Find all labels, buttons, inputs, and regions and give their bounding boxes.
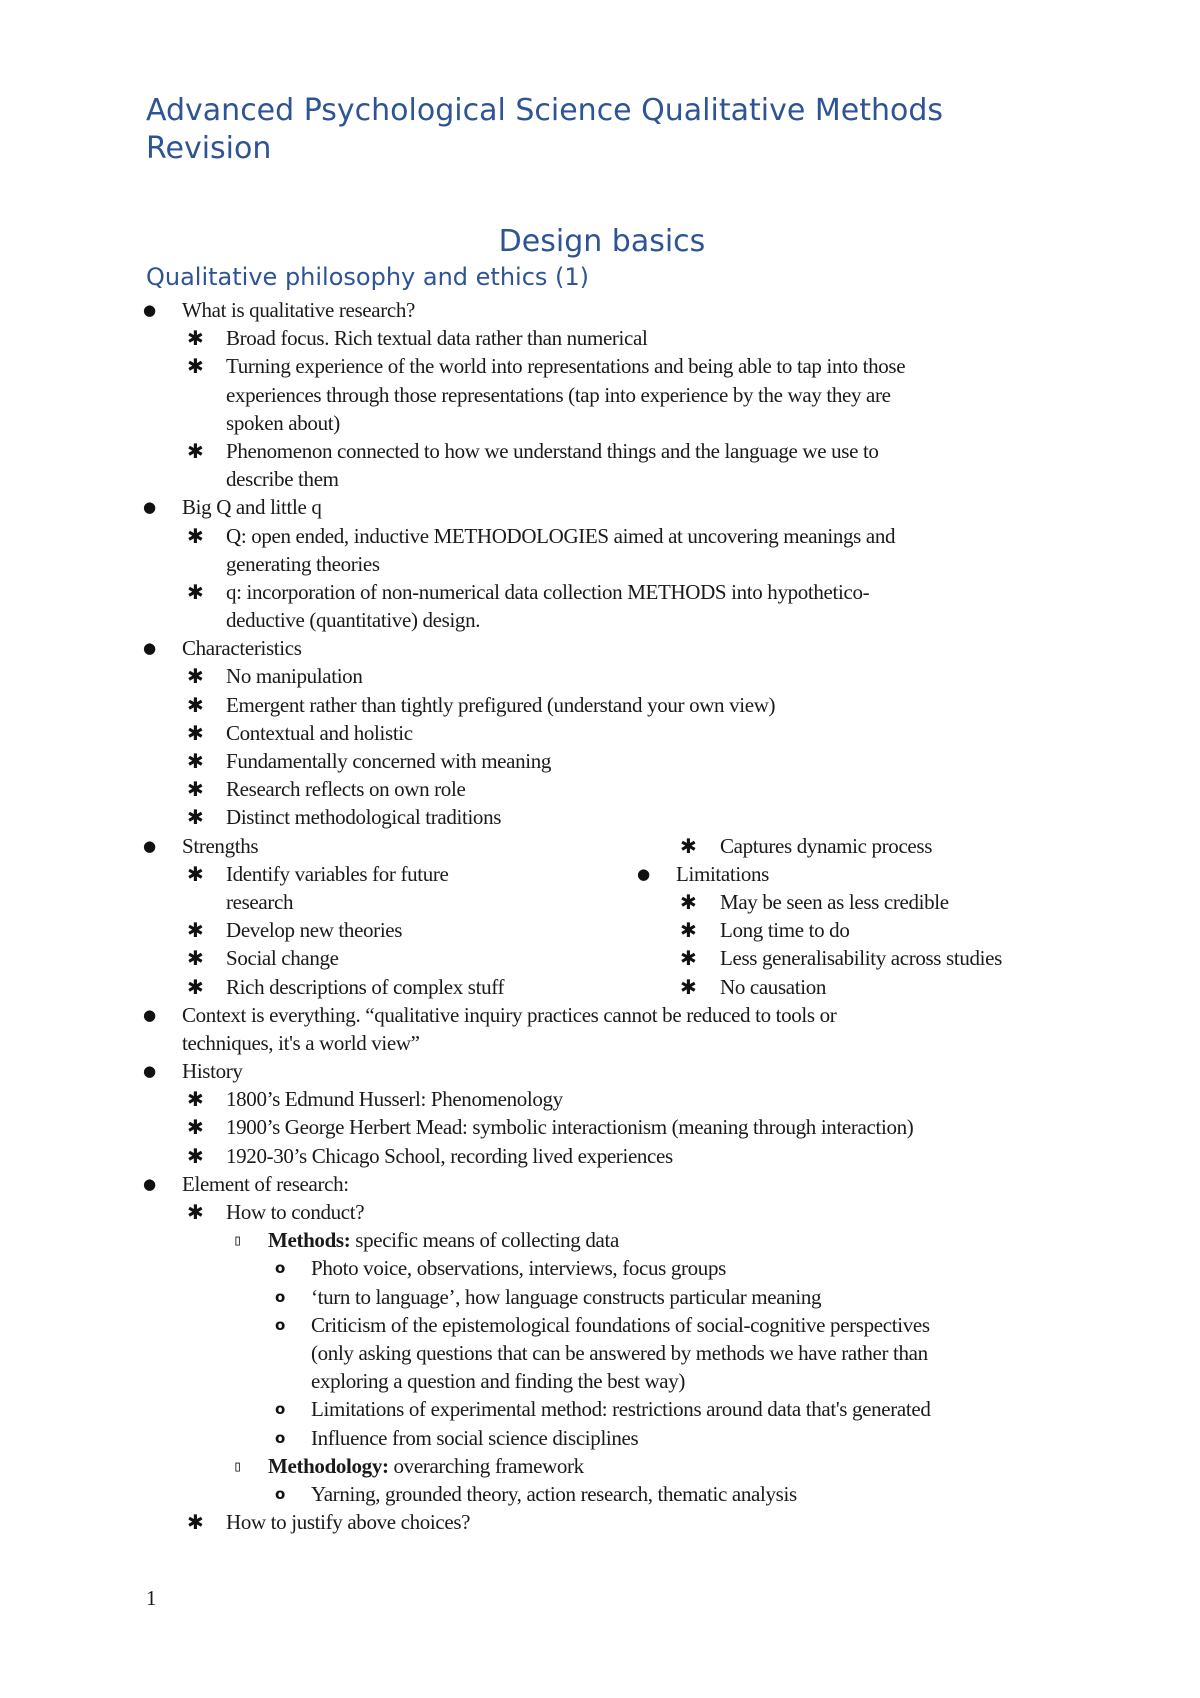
list-item-text: Rich descriptions of complex stuff [226, 974, 505, 999]
list-line [0, 409, 1200, 437]
list-item-text: 1800’s Edmund Husserl: Phenomenology [226, 1087, 563, 1112]
bullet-dot-icon: ● [143, 639, 157, 658]
list-item-text: Big Q and little q [182, 495, 322, 520]
list-line [0, 352, 1200, 380]
list-line [0, 1424, 1200, 1452]
list-item-text: May be seen as less credible [720, 889, 949, 914]
list-line [0, 1339, 1200, 1367]
list-item-text: 1900’s George Herbert Mead: symbolic interactionism (meaning through interaction) [226, 1115, 914, 1140]
bullet-asterisk-icon: ✱ [187, 326, 204, 351]
list-line [0, 860, 1200, 888]
bullet-asterisk-icon: ✱ [187, 692, 204, 717]
list-item-text: Phenomenon connected to how we understand things and the language we use to [226, 438, 879, 463]
list-item-text: Develop new theories [226, 918, 403, 943]
list-item-text: Influence from social science disciplines [311, 1425, 639, 1450]
list-item-text: Yarning, grounded theory, action research, thematic analysis [311, 1481, 797, 1506]
bullet-asterisk-icon: ✱ [187, 664, 204, 689]
bullet-asterisk-icon: ✱ [187, 861, 204, 886]
list-item-body: overarching framework [388, 1453, 584, 1478]
list-item-text: How to conduct? [226, 1200, 365, 1224]
bullet-asterisk-icon: ✱ [187, 777, 204, 802]
bullet-circle-icon: o [275, 1315, 286, 1334]
list-line [0, 1283, 1200, 1311]
list-line [0, 832, 1200, 860]
bullet-asterisk-icon: ✱ [187, 805, 204, 830]
list-line [0, 1001, 1200, 1029]
bullet-asterisk-icon: ✱ [680, 974, 697, 999]
list-item-text: 1920-30’s Chicago School, recording lived experiences [226, 1143, 673, 1168]
list-item-text: Social change [226, 946, 339, 971]
list-item-text: (only asking questions that can be answered by methods we have rather than [311, 1340, 928, 1365]
bullet-asterisk-icon: ✱ [187, 1510, 204, 1535]
list-item-text: exploring a question and finding the best way) [311, 1369, 686, 1394]
list-line [0, 775, 1200, 803]
bullet-asterisk-icon: ✱ [187, 579, 204, 604]
list-item-text: Q: open ended, inductive METHODOLOGIES aimed at uncovering meanings and [226, 523, 896, 548]
list-line [0, 324, 1200, 352]
list-item-label: Methodology: [268, 1453, 389, 1478]
list-item-text: Identify variables for future [226, 861, 449, 886]
bullet-dot-icon: ● [143, 836, 157, 855]
list-line [0, 465, 1200, 493]
list-item-text [268, 1452, 584, 1480]
list-line [0, 1057, 1200, 1085]
list-item-text: q: incorporation of non-numerical data collection METHODS into hypothetico- [226, 579, 870, 604]
list-item-text: What is qualitative research? [182, 298, 415, 322]
bullet-circle-icon: o [275, 1428, 286, 1447]
list-line [0, 747, 1200, 775]
bullet-circle-icon: o [275, 1484, 286, 1503]
list-line [0, 1226, 1200, 1254]
bullet-dot-icon: ● [143, 1062, 157, 1081]
list-line [0, 803, 1200, 831]
bullet-asterisk-icon: ✱ [187, 974, 204, 999]
bullet-asterisk-icon: ✱ [187, 438, 204, 463]
list-item-text: Long time to do [720, 918, 850, 943]
list-line [0, 522, 1200, 550]
bullet-square-icon: ▯ [233, 1456, 243, 1475]
list-line [0, 1113, 1200, 1141]
list-item-text: Captures dynamic process [720, 833, 933, 858]
bullet-asterisk-icon: ✱ [680, 833, 697, 858]
list-item-text: Strengths [182, 833, 259, 858]
list-item-text: deductive (quantitative) design. [226, 608, 481, 633]
bullet-asterisk-icon: ✱ [187, 946, 204, 971]
bullet-circle-icon: o [275, 1259, 286, 1278]
list-item-text: research [226, 889, 294, 914]
list-line [0, 381, 1200, 409]
list-item-text: ‘turn to language’, how language constructs particular meaning [311, 1284, 822, 1309]
list-line [0, 1367, 1200, 1395]
list-item-text: History [182, 1059, 243, 1084]
list-item-text: describe them [226, 467, 339, 492]
list-line [0, 1085, 1200, 1113]
list-line [0, 578, 1200, 606]
bullet-dot-icon: ● [143, 1005, 157, 1024]
list-line [0, 916, 1200, 944]
section-heading: Design basics [498, 224, 706, 259]
list-item-text: Broad focus. Rich textual data rather than numerical [226, 326, 648, 351]
list-line [0, 437, 1200, 465]
subheading: Qualitative philosophy and ethics (1) [146, 263, 590, 291]
list-item-text: Criticism of the epistemological foundations of social-cognitive perspectives [311, 1312, 930, 1337]
bullet-list [0, 296, 1200, 1536]
list-item-text: Characteristics [182, 636, 302, 661]
list-line [0, 691, 1200, 719]
list-item-text: How to justify above choices? [226, 1510, 471, 1535]
list-item-text [268, 1226, 619, 1254]
bullet-asterisk-icon: ✱ [187, 749, 204, 773]
list-item-text: Research reflects on own role [226, 777, 466, 802]
list-line [0, 1480, 1200, 1508]
list-line [0, 550, 1200, 578]
list-item-text: No causation [720, 974, 827, 999]
page-number: 1 [146, 1586, 157, 1610]
list-item-text: Context is everything. “qualitative inquiry practices cannot be reduced to tools or [182, 1002, 837, 1027]
bullet-asterisk-icon: ✱ [680, 946, 697, 971]
bullet-asterisk-icon: ✱ [680, 918, 697, 943]
list-item-text: techniques, it's a world view” [182, 1030, 420, 1055]
list-line [0, 1170, 1200, 1198]
bullet-dot-icon: ● [143, 498, 157, 517]
list-item-text: Contextual and holistic [226, 720, 413, 745]
list-line [0, 1142, 1200, 1170]
list-line [0, 296, 1200, 324]
list-item-text: generating theories [226, 551, 380, 576]
list-item-text: Emergent rather than tightly prefigured (understand your own view) [226, 692, 776, 717]
bullet-asterisk-icon: ✱ [680, 889, 697, 914]
list-line [0, 944, 1200, 972]
list-line [0, 1254, 1200, 1282]
list-line [0, 1311, 1200, 1339]
bullet-asterisk-icon: ✱ [187, 1115, 204, 1140]
list-line [0, 888, 1200, 916]
list-line [0, 662, 1200, 690]
list-item-text: No manipulation [226, 664, 363, 689]
list-item-text: experiences through those representations (tap into experience by the way they are [226, 382, 891, 407]
list-line [0, 606, 1200, 634]
bullet-circle-icon: o [275, 1287, 286, 1306]
list-item-text: Distinct methodological traditions [226, 805, 502, 830]
bullet-asterisk-icon: ✱ [187, 354, 204, 379]
bullet-dot-icon: ● [637, 864, 651, 883]
list-line [0, 493, 1200, 521]
list-line [0, 719, 1200, 747]
list-line [0, 634, 1200, 662]
bullet-asterisk-icon: ✱ [187, 1143, 204, 1168]
list-line [0, 1452, 1200, 1480]
list-line [0, 1198, 1200, 1226]
bullet-asterisk-icon: ✱ [187, 918, 204, 943]
list-item-text: Fundamentally concerned with meaning [226, 749, 552, 773]
list-line [0, 1508, 1200, 1536]
list-item-text: spoken about) [226, 410, 340, 435]
bullet-asterisk-icon: ✱ [187, 720, 204, 745]
bullet-square-icon: ▯ [233, 1231, 243, 1250]
list-item-text: Less generalisability across studies [720, 946, 1002, 971]
list-line [0, 1395, 1200, 1423]
list-item-text: Element of research: [182, 1171, 349, 1196]
list-item-text: Limitations [676, 861, 769, 886]
list-item-text: Photo voice, observations, interviews, focus groups [311, 1256, 726, 1281]
bullet-asterisk-icon: ✱ [187, 523, 204, 548]
list-line [0, 1029, 1200, 1057]
list-item-text: Limitations of experimental method: restrictions around data that's generated [311, 1397, 931, 1422]
list-item-text: Turning experience of the world into representations and being able to tap into those [226, 354, 906, 379]
document-title: Advanced Psychological Science Qualitative Methods Revision [146, 93, 943, 166]
bullet-asterisk-icon: ✱ [187, 1087, 204, 1112]
bullet-dot-icon: ● [143, 1174, 157, 1193]
list-item-label: Methods: [268, 1228, 351, 1253]
list-item-body: specific means of collecting data [350, 1228, 619, 1253]
bullet-circle-icon: o [275, 1400, 286, 1419]
list-line [0, 973, 1200, 1001]
bullet-dot-icon: ● [143, 301, 157, 319]
bullet-asterisk-icon: ✱ [187, 1200, 204, 1224]
